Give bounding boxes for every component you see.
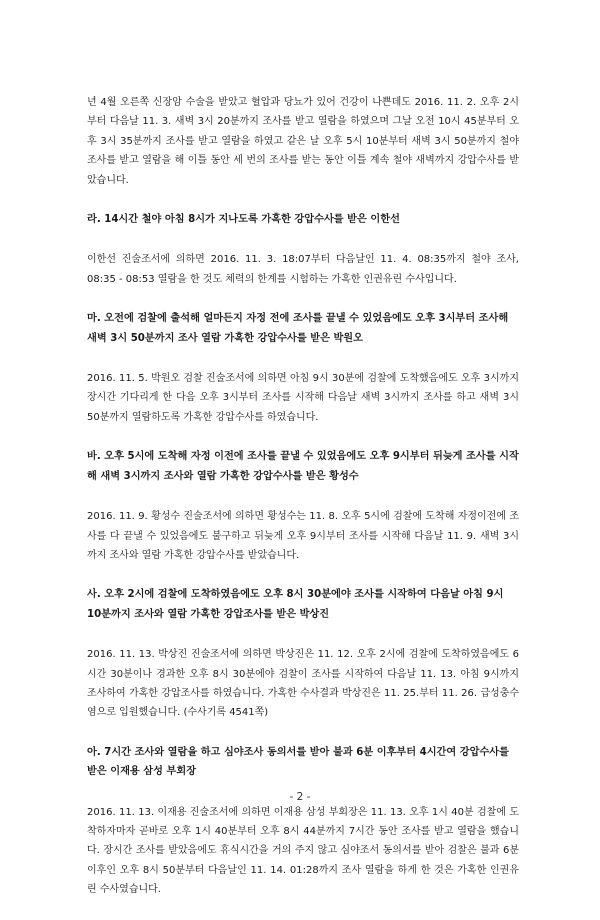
intro-paragraph: 년 4월 오른쪽 신장암 수술을 받았고 혈압과 당뇨가 있어 건강이 나쁜데도 2016. 11. 2. 오후 2시부터 다음날 11. 3. 새벽 3시 20분까지 조사를 받고 열람을 하였으며 그날 오전 10시 45분부터 오후 3시 35분까지 조사를 받고 열람을 하였고 같은 날 오후 5시 10분부터 새벽 3시 50분까지 철야 조사를 받고 열람을 해 이틀 동안 세 번의 조사를 받는 동안 이틀 계속 철야 새벽까지 강압수사를 받았습니다. — [87, 97, 519, 186]
section-heading-ba: 바. 오후 5시에 도착해 자정 이전에 조사를 끝낼 수 있었음에도 오후 9시부터 뒤늦게 조사를 시작해 새벽 3시까지 조사와 열람 가혹한 강압수사를 받은 황성수 — [87, 451, 519, 482]
section-heading-a: 아. 7시간 조사와 열람을 하고 심야조사 동의서를 받아 불과 6분 이후부터 4시간여 강압수사를 받은 이재용 삼성 부회장 — [87, 746, 509, 778]
page-number: - 2 - — [289, 791, 311, 803]
section-heading-sa: 사. 오후 2시에 검찰에 도착하였음에도 오후 8시 30분에야 조사를 시작하여 다음날 아침 9시 10분까지 조사와 열람 가혹한 강압조사를 받은 박상진 — [87, 589, 504, 620]
section-body-sa: 2016. 11. 13. 박상진 진술조서에 의하면 박상진은 11. 12. 오후 2시에 검찰에 도착하였음에도 6시간 30분이나 경과한 오후 8시 30분에야 검찰이 조사를 시작하여 다음날 11. 13. 아침 9시까지 조사하여 가혹한 강압조사를 하였습니다. 가혹한 수사결과 박상진은 11. 25.부터 11. 26. 급성충수염으로 입원했습니다. (수사기록 4541쪽) — [87, 649, 519, 719]
section-body-ma: 2016. 11. 5. 박원오 검찰 진술조서에 의하면 아침 9시 30분에 검찰에 도착했음에도 오후 3시까지 장시간 기다리게 한 다음 오후 3시부터 조사를 시작해 다음날 새벽 3시까지 조사를 하고 새벽 3시 50분까지 열람하도록 가혹한 강압수사를 하였습니다. — [87, 373, 519, 423]
section-body-ra: 이한선 진술조서에 의하면 2016. 11. 3. 18:07부터 다음날인 11. 4. 08:35까지 철야 조사, 08:35 - 08:53 열람을 한 것도 체력의 한계를 시험하는 가혹한 인권유린 수사입니다. — [87, 254, 519, 285]
section-body-a: 2016. 11. 13. 이재용 진술조서에 의하면 이재용 삼성 부회장은 11. 13. 오후 1시 40분 검찰에 도착하자마자 곧바로 오후 1시 40분부터 오후 8시 44분까지 7시간 동안 조사를 받고 열람을 했습니다. 장시간 조사를 받았음에도 휴식시간을 거의 주지 않고 심야조서 동의서를 받아 검찰은 불과 6분 이후인 오후 8시 50분부터 다음날인 11. 14. 01:28까지 조사 열람을 하게 한 것은 가혹한 인권유린 수사였습니다. — [87, 806, 519, 896]
section-heading-ra: 라. 14시간 철야 아침 8시가 지나도록 가혹한 강압수사를 받은 이한선 — [87, 214, 400, 226]
section-body-ba: 2016. 11. 9. 황성수 진술조서에 의하면 황성수는 11. 8. 오후 5시에 검찰에 도착해 자정이전에 조사를 다 끝낼 수 있었음에도 불구하고 뒤늦게 오후 9시부터 조사를 시작해 다음날 11. 9. 새벽 3시까지 조사와 열람 가혹한 강압수사를 받았습니다. — [87, 511, 519, 561]
section-heading-ma: 마. 오전에 검찰에 출석해 얼마든지 자정 전에 조사를 끝낼 수 있었음에도 오후 3시부터 조사해 새벽 3시 50분까지 조사 열람 가혹한 강압수사를 받은 박원오 — [87, 313, 509, 344]
